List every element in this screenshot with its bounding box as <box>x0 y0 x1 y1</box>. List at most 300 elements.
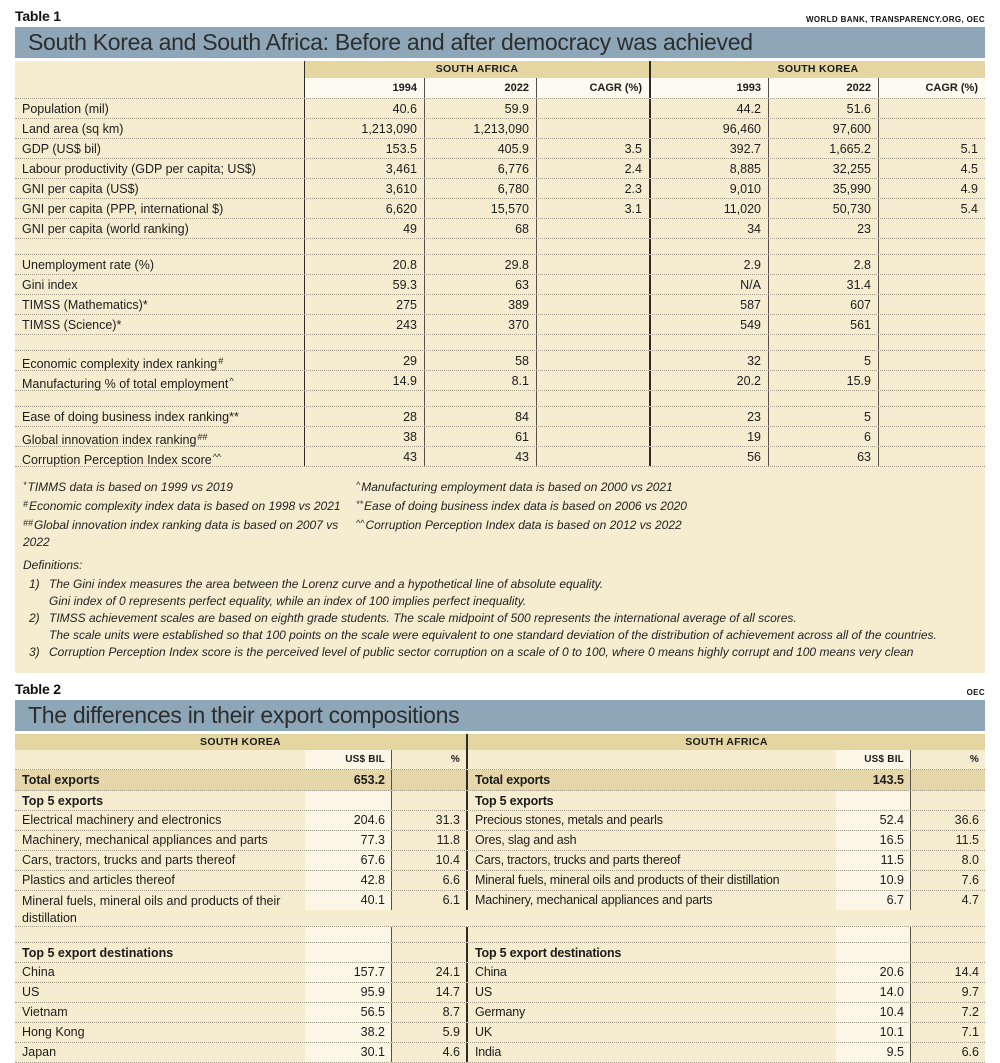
table2-right-label: Germany <box>466 1003 836 1022</box>
table1-row <box>15 159 985 179</box>
table2-header-usd-left: US$ BIL <box>305 750 391 769</box>
row-label-text: TIMSS (Mathematics)* <box>22 298 148 312</box>
table1-spacer-row <box>15 239 985 255</box>
table2-left-label: Electrical machinery and electronics <box>22 813 222 827</box>
table1-cell: 3.1 <box>536 199 649 218</box>
table1-cell: 549 <box>649 315 768 334</box>
table2-row <box>15 1043 985 1063</box>
table2-header-spacer-right <box>466 750 836 769</box>
table1-cell: 370 <box>424 315 536 334</box>
table1-row-label <box>15 99 304 118</box>
footnote-line <box>23 477 356 496</box>
table1-row <box>15 199 985 219</box>
table1-cell <box>424 239 536 254</box>
definition-text: The scale units were established so that 100 points on the scale were equivalent to one standard deviation of the distribution of achievement across all of the countries. <box>49 628 937 642</box>
table1-cell <box>768 239 878 254</box>
table1-row-label <box>15 447 304 466</box>
table1-cell: 6,776 <box>424 159 536 178</box>
table1-row-label <box>15 315 304 334</box>
table1-cell <box>878 335 985 350</box>
table1-cell: 32 <box>649 351 768 370</box>
definitions-list <box>23 576 977 661</box>
table1-cell: 2.3 <box>536 179 649 198</box>
table2-left-label <box>15 927 305 942</box>
table1-cell <box>304 391 424 406</box>
row-label-footnote-marker: # <box>218 356 224 366</box>
definition-number: 1) <box>29 577 40 591</box>
table1-row <box>15 427 985 447</box>
table2-right-percent: 7.2 <box>910 1003 985 1022</box>
table1-title-bar <box>15 27 985 58</box>
table1-cell <box>878 295 985 314</box>
definition-number: 2) <box>29 611 40 625</box>
footnote-marker: * <box>23 480 27 490</box>
table2-column-header-row <box>15 750 985 770</box>
table1-cell <box>768 391 878 406</box>
table1-spacer-row <box>15 335 985 351</box>
footnote-text: Global innovation index ranking data is based on 2007 vs 2022 <box>23 518 339 549</box>
row-label-text: Land area (sq km) <box>22 122 124 136</box>
table1-row-label <box>15 239 304 254</box>
table1-cell <box>649 335 768 350</box>
table2-right-percent <box>910 943 985 962</box>
table1-cell <box>536 351 649 370</box>
table2-row <box>15 963 985 983</box>
table1-header-sa-cagr: CAGR (%) <box>536 78 649 98</box>
table2-right-label: Total exports <box>466 770 836 790</box>
table2-row <box>15 811 985 831</box>
table2-row <box>15 1023 985 1043</box>
table2-title: The differences in their export compositions <box>28 702 460 728</box>
table2-left-value: 56.5 <box>305 1003 391 1022</box>
table2-left-value: 653.2 <box>305 770 391 790</box>
table1-label: Table 1 <box>15 8 61 24</box>
table1-row-label <box>15 119 304 138</box>
table1-cell: 153.5 <box>304 139 424 158</box>
definition-number <box>23 627 49 644</box>
table2-right-label: Top 5 export destinations <box>466 943 836 962</box>
table1-cell: 34 <box>649 219 768 238</box>
table1-cell: 58 <box>424 351 536 370</box>
table2-left-percent: 8.7 <box>391 1003 466 1022</box>
table1-cell: 40.6 <box>304 99 424 118</box>
table1-cell <box>536 255 649 274</box>
table2-left-percent: 4.6 <box>391 1043 466 1062</box>
table1-cell: 50,730 <box>768 199 878 218</box>
table1-row <box>15 179 985 199</box>
table1-row <box>15 275 985 295</box>
footnote-line <box>356 496 687 515</box>
row-label-text: Global innovation index ranking <box>22 433 197 447</box>
table1-cell: 14.9 <box>304 371 424 390</box>
footnote-line <box>23 515 356 551</box>
table1-cell: 561 <box>768 315 878 334</box>
table1-cell <box>878 219 985 238</box>
table2-panel <box>15 734 985 1063</box>
table2-right-value: 9.5 <box>836 1043 910 1062</box>
table1-cell <box>536 407 649 426</box>
table1-cell <box>536 335 649 350</box>
table1-cell: 28 <box>304 407 424 426</box>
table2-row <box>15 891 985 927</box>
table2-left-value: 40.1 <box>305 891 391 910</box>
table1-row-label <box>15 335 304 350</box>
table1-cell <box>536 427 649 446</box>
table1-row <box>15 219 985 239</box>
table1-cell: 1,213,090 <box>304 119 424 138</box>
table2-left-label: Vietnam <box>22 1005 68 1019</box>
table2-left-percent: 6.6 <box>391 871 466 890</box>
table2-header-usd-right: US$ BIL <box>836 750 910 769</box>
table1-cell: 3.5 <box>536 139 649 158</box>
table2-right-label: US <box>466 983 836 1002</box>
table1-cell: N/A <box>649 275 768 294</box>
table2-right-percent: 7.6 <box>910 871 985 890</box>
table2-left-label: Machinery, mechanical appliances and parts <box>22 833 268 847</box>
table1-cell: 68 <box>424 219 536 238</box>
table1-cell <box>878 427 985 446</box>
table1-row <box>15 371 985 391</box>
row-label-text: GNI per capita (world ranking) <box>22 222 189 236</box>
table1-cell <box>878 255 985 274</box>
table1-cell <box>878 447 985 466</box>
table1-row <box>15 119 985 139</box>
definition-text: Gini index of 0 represents perfect equality, while an index of 100 implies perfect inequality. <box>49 594 527 608</box>
table2-left-percent: 6.1 <box>391 891 466 910</box>
table2-left-label: Total exports <box>22 773 100 787</box>
table2-left-value <box>305 943 391 962</box>
table2-right-value: 10.9 <box>836 871 910 890</box>
table2-right-label: Top 5 exports <box>466 791 836 810</box>
table2-right-percent: 14.4 <box>910 963 985 982</box>
table2-row <box>15 770 985 791</box>
table2-left-value: 38.2 <box>305 1023 391 1042</box>
table2-group-south-africa: SOUTH AFRICA <box>466 734 985 750</box>
row-label-text: Ease of doing business index ranking** <box>22 410 239 424</box>
table2-left-percent: 24.1 <box>391 963 466 982</box>
table2-left-label: Top 5 exports <box>22 794 104 808</box>
table1-cell: 43 <box>304 447 424 466</box>
table1-footnotes-left <box>23 477 356 551</box>
table2-left-value: 77.3 <box>305 831 391 850</box>
footnote-text: Economic complexity index data is based on 1998 vs 2021 <box>29 499 341 513</box>
table1-cell <box>768 335 878 350</box>
table1-row-label <box>15 179 304 198</box>
table1-row <box>15 407 985 427</box>
table1-cell: 1,665.2 <box>768 139 878 158</box>
table1-cell <box>536 447 649 466</box>
table2-row <box>15 831 985 851</box>
table1-cell: 8.1 <box>424 371 536 390</box>
table2-left-value: 95.9 <box>305 983 391 1002</box>
table1-cell: 38 <box>304 427 424 446</box>
table2-left-value: 42.8 <box>305 871 391 890</box>
table1-cell <box>878 99 985 118</box>
row-label-text: Population (mil) <box>22 102 109 116</box>
table1-cell: 96,460 <box>649 119 768 138</box>
row-label-text: GNI per capita (US$) <box>22 182 139 196</box>
table2-left-label: US <box>22 985 40 999</box>
table1-spacer-row <box>15 391 985 407</box>
table1-cell: 243 <box>304 315 424 334</box>
table1-cell <box>536 295 649 314</box>
table2-left-percent: 5.9 <box>391 1023 466 1042</box>
table1-cell: 61 <box>424 427 536 446</box>
table1-cell <box>878 371 985 390</box>
table1-row-label <box>15 427 304 446</box>
table2-left-percent <box>391 927 466 942</box>
table2-right-percent: 4.7 <box>910 891 985 910</box>
table1-year-header-row <box>15 78 985 99</box>
table2-title-bar <box>15 700 985 731</box>
table1-row <box>15 315 985 335</box>
table1-cell: 11,020 <box>649 199 768 218</box>
footnote-text: TIMMS data is based on 1999 vs 2019 <box>27 480 233 494</box>
table1-cell <box>536 239 649 254</box>
table1-cell: 405.9 <box>424 139 536 158</box>
table1-row-label <box>15 295 304 314</box>
definition-line <box>23 576 977 593</box>
table1-cell: 32,255 <box>768 159 878 178</box>
table2-left-percent: 11.8 <box>391 831 466 850</box>
table2-right-percent <box>910 927 985 942</box>
table2-left-value: 157.7 <box>305 963 391 982</box>
table2-right-value: 10.1 <box>836 1023 910 1042</box>
footnote-text: Corruption Perception Index data is based on 2012 vs 2022 <box>365 518 682 532</box>
table2-left-label: Japan <box>22 1045 57 1059</box>
table1-cell: 2.9 <box>649 255 768 274</box>
table1-definitions <box>15 553 985 673</box>
table1-row-label <box>15 219 304 238</box>
table2-right-value: 14.0 <box>836 983 910 1002</box>
row-label-text: GDP (US$ bil) <box>22 142 101 156</box>
table1-cell: 63 <box>424 275 536 294</box>
footnote-marker: ## <box>23 518 34 528</box>
table1-cell: 43 <box>424 447 536 466</box>
table2-right-percent: 6.6 <box>910 1043 985 1062</box>
row-label-text: Manufacturing % of total employment <box>22 377 229 391</box>
table1-cell: 23 <box>649 407 768 426</box>
table1-cell: 49 <box>304 219 424 238</box>
definition-line <box>23 610 977 627</box>
table1-footnotes <box>15 467 985 553</box>
definition-text: TIMSS achievement scales are based on eighth grade students. The scale midpoint of 500 represents the international average of all scores. <box>49 611 797 625</box>
table2-right-label: Cars, tractors, trucks and parts thereof <box>466 851 836 870</box>
footnote-line <box>356 477 687 496</box>
footnote-marker: ^ <box>356 480 361 490</box>
table1-cell: 84 <box>424 407 536 426</box>
table1-cell <box>536 119 649 138</box>
table1-source-attribution: WORLD BANK, TRANSPARENCY.ORG, OEC <box>806 15 985 24</box>
table1-row-label <box>15 139 304 158</box>
table2-right-percent <box>910 770 985 790</box>
table1-cell: 3,461 <box>304 159 424 178</box>
table1-cell: 63 <box>768 447 878 466</box>
table2-right-value: 6.7 <box>836 891 910 910</box>
definition-text: Corruption Perception Index score is the perceived level of public sector corruption on a scale of 0 to 100, where 0 means highly corrupt and 100 means very clean <box>49 645 914 659</box>
table2-left-value: 30.1 <box>305 1043 391 1062</box>
table2-label: Table 2 <box>15 681 61 697</box>
row-label-footnote-marker: ## <box>197 432 208 442</box>
table1-cell <box>878 119 985 138</box>
table2-right-label: Precious stones, metals and pearls <box>466 811 836 830</box>
table2-right-label: Mineral fuels, mineral oils and products of their distillation <box>466 871 836 890</box>
table1-cell: 20.8 <box>304 255 424 274</box>
table2-right-label: Ores, slag and ash <box>466 831 836 850</box>
table2-right-percent: 8.0 <box>910 851 985 870</box>
table1-row-label <box>15 159 304 178</box>
table2-left-value: 204.6 <box>305 811 391 830</box>
table1-cell: 6,620 <box>304 199 424 218</box>
table1-cell: 2.4 <box>536 159 649 178</box>
table1-cell <box>536 219 649 238</box>
row-label-text: TIMSS (Science)* <box>22 318 122 332</box>
table1-footnotes-right <box>356 477 687 551</box>
table1-cell: 3,610 <box>304 179 424 198</box>
table1-row <box>15 255 985 275</box>
table1-cell <box>304 335 424 350</box>
table2-spacer-row <box>15 927 985 943</box>
table1-row-label <box>15 255 304 274</box>
table1-cell <box>878 407 985 426</box>
table1-header-sk-1993: 1993 <box>649 78 768 98</box>
footnote-marker: # <box>23 499 29 509</box>
footnote-marker: ** <box>356 499 364 509</box>
table1-cell <box>536 315 649 334</box>
table1-cell: 4.5 <box>878 159 985 178</box>
table1-cell: 5.1 <box>878 139 985 158</box>
row-label-text: Corruption Perception Index score <box>22 453 212 467</box>
table1-cell <box>878 275 985 294</box>
table1-header-spacer <box>15 78 304 98</box>
table1-row-label <box>15 275 304 294</box>
table2-right-label: UK <box>466 1023 836 1042</box>
table1-cell: 2.8 <box>768 255 878 274</box>
table2-row <box>15 851 985 871</box>
row-label-footnote-marker: ^ <box>229 376 234 386</box>
definition-line <box>23 644 977 661</box>
table1-band-spacer <box>15 61 304 78</box>
table1-cell <box>424 391 536 406</box>
table2-header-pct-right: % <box>910 750 985 769</box>
table1-cell <box>536 371 649 390</box>
table2-right-label <box>466 927 836 942</box>
table2-left-value: 67.6 <box>305 851 391 870</box>
table1-cell: 1,213,090 <box>424 119 536 138</box>
table1-header-sa-1994: 1994 <box>304 78 424 98</box>
table1-cell: 607 <box>768 295 878 314</box>
table2-left-percent <box>391 791 466 810</box>
table2-row <box>15 983 985 1003</box>
table1-cell: 275 <box>304 295 424 314</box>
table2-row <box>15 1003 985 1023</box>
table2-right-value: 11.5 <box>836 851 910 870</box>
table2-row <box>15 943 985 963</box>
table2-right-percent: 11.5 <box>910 831 985 850</box>
table1-row-label <box>15 391 304 406</box>
table1-header-sk-2022: 2022 <box>768 78 878 98</box>
row-label-footnote-marker: ^^ <box>212 452 222 462</box>
table1-cell <box>878 391 985 406</box>
definition-number: 3) <box>29 645 40 659</box>
table1-caption-row <box>15 0 985 24</box>
table1-cell <box>424 335 536 350</box>
table2-left-label: Top 5 export destinations <box>22 946 174 960</box>
table2-source-attribution: OEC <box>966 688 985 697</box>
table1-cell: 20.2 <box>649 371 768 390</box>
table1-cell <box>878 351 985 370</box>
table1-panel <box>15 61 985 673</box>
definitions-title: Definitions: <box>23 558 83 572</box>
table2-left-percent: 31.3 <box>391 811 466 830</box>
table2-right-label: India <box>466 1043 836 1062</box>
table1-cell: 97,600 <box>768 119 878 138</box>
table2-left-label: Mineral fuels, mineral oils and products of their distillation <box>22 894 281 925</box>
table2-left-percent <box>391 943 466 962</box>
table2-right-value: 16.5 <box>836 831 910 850</box>
table2-right-percent: 36.6 <box>910 811 985 830</box>
table1-cell: 23 <box>768 219 878 238</box>
table1-row <box>15 351 985 371</box>
table1-cell: 44.2 <box>649 99 768 118</box>
table1-header-sa-2022: 2022 <box>424 78 536 98</box>
table2-right-value: 20.6 <box>836 963 910 982</box>
table1-cell: 392.7 <box>649 139 768 158</box>
table2-right-value: 52.4 <box>836 811 910 830</box>
table1-cell: 4.9 <box>878 179 985 198</box>
table2-right-label: Machinery, mechanical appliances and parts <box>466 891 836 910</box>
table2-right-percent <box>910 791 985 810</box>
table2-right-value <box>836 791 910 810</box>
row-label-text: Labour productivity (GDP per capita; US$) <box>22 162 256 176</box>
definition-line <box>23 627 977 644</box>
table1-cell: 56 <box>649 447 768 466</box>
table1-group-south-africa: SOUTH AFRICA <box>304 61 649 78</box>
table2-header-pct-left: % <box>391 750 466 769</box>
table2-left-percent <box>391 770 466 790</box>
row-label-text: Gini index <box>22 278 78 292</box>
footnote-text: Ease of doing business index data is based on 2006 vs 2020 <box>364 499 687 513</box>
table2-row <box>15 791 985 811</box>
table1-cell: 9,010 <box>649 179 768 198</box>
table1-cell: 5 <box>768 351 878 370</box>
table2-left-percent: 14.7 <box>391 983 466 1002</box>
table1-row-label <box>15 371 304 390</box>
table2-country-band <box>15 734 985 750</box>
table1-country-band <box>15 61 985 78</box>
table1-cell: 35,990 <box>768 179 878 198</box>
table1-cell: 389 <box>424 295 536 314</box>
table2-row <box>15 871 985 891</box>
table1-cell: 5 <box>768 407 878 426</box>
table2-left-value <box>305 791 391 810</box>
row-label-text: Unemployment rate (%) <box>22 258 154 272</box>
table1-cell: 6 <box>768 427 878 446</box>
table2-right-percent: 9.7 <box>910 983 985 1002</box>
table1-row <box>15 447 985 467</box>
table1-header-sk-cagr: CAGR (%) <box>878 78 985 98</box>
table1-title: South Korea and South Africa: Before and after democracy was achieved <box>28 29 753 55</box>
table1-cell <box>536 391 649 406</box>
table1-row <box>15 99 985 119</box>
table2-left-label: China <box>22 965 55 979</box>
table1-cell: 8,885 <box>649 159 768 178</box>
table1-cell: 15,570 <box>424 199 536 218</box>
table1-cell: 15.9 <box>768 371 878 390</box>
table1-cell <box>878 315 985 334</box>
table1-cell <box>536 275 649 294</box>
table1-row-label <box>15 407 304 426</box>
